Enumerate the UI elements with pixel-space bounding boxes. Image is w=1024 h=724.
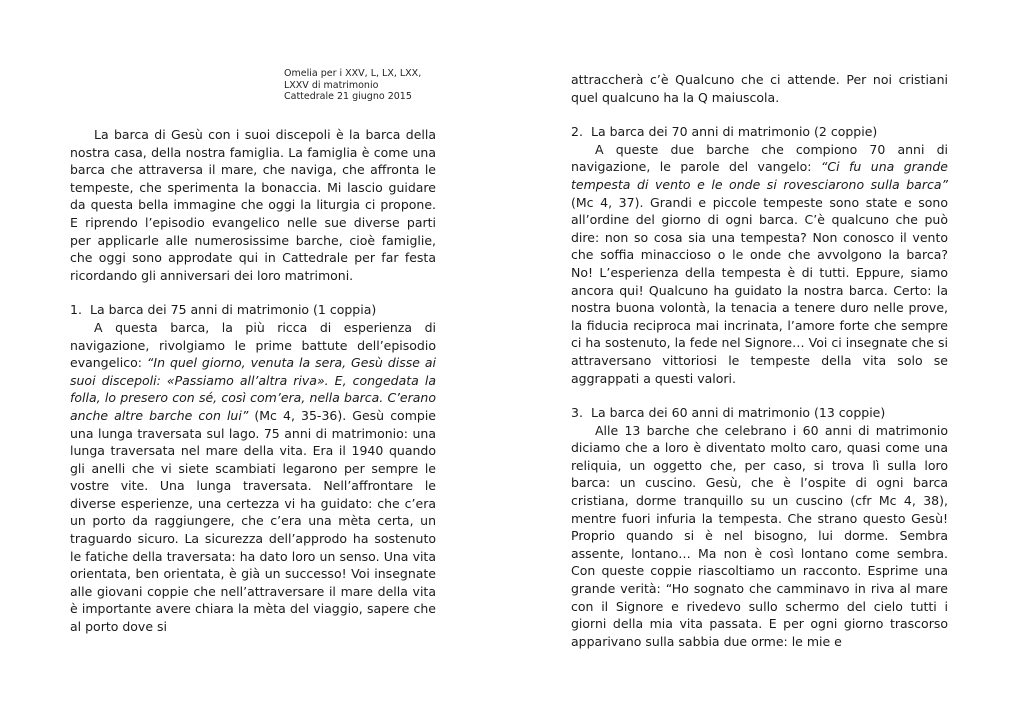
section-3-subtitle: (13 coppie): [814, 405, 886, 421]
homily-header: [284, 68, 484, 103]
section-1-title: La barca dei 75 anni di matrimonio: [90, 302, 310, 318]
continuation-paragraph: attraccherà c’è Qualcuno che ci attende. Per noi cristiani quel qualcuno ha la Q maiuscola.: [571, 72, 948, 105]
section-2-title: La barca dei 70 anni di matrimonio: [591, 124, 811, 140]
header-line-1: Omelia per i XXV, L, LX, LXX,: [284, 68, 422, 79]
header-line-2: LXXV di matrimonio: [284, 79, 379, 91]
section-2-heading: 2. La barca dei 70 anni di matrimonio (2 coppie): [571, 124, 878, 140]
section-2-subtitle: (2 coppie): [814, 124, 878, 140]
section-3-title: La barca dei 60 anni di matrimonio: [591, 405, 811, 421]
intro-paragraph: La barca di Gesù con i suoi discepoli è la barca della nostra casa, della nostra famiglia. La famiglia è come una barca che attraversa il mare, che naviga, che affronta le tempeste, che sperimenta la bonaccia. Mi lascio guidare da questa bella immagine che oggi la liturgia ci propone. E riprendo l’episodio evangelico nelle sue diverse parti per applicarle alle numerosissime barche, cioè famiglie, che oggi sono approdate qui in Cattedrale per far festa ricordando gli anniversari dei loro matrimoni.: [70, 127, 436, 283]
right-page: [512, 0, 1024, 724]
section-1-subtitle: (1 coppia): [313, 302, 377, 318]
section-3-paragraph: Alle 13 barche che celebrano i 60 anni di matrimonio diciamo che a loro è diventato molto caro, quasi come una reliquia, un oggetto che, per caso, si trova lì sulla loro barca: un cuscino. Gesù, che è l’ospite di ogni barca cristiana, dorme tranquillo su un cuscino (cfr Mc 4, 38), mentre fuori infuria la tempesta. Che strano questo Gesù! Proprio quando si è nel bisogno, lui dorme. Sembra assente, lontano… Ma non è così lontano come sembra. Con queste coppie riascoltiamo un racconto. Esprime una grande verità: “Ho sognato che camminavo in riva al mare con il Signore e rivedevo sullo schermo del cielo tutti i giorni della mia vita passata. E per ogni giorno trascorso apparivano sulla sabbia due orme: le mie e: [571, 422, 948, 649]
section-3-heading: 3. La barca dei 60 anni di matrimonio (13 coppie): [571, 405, 886, 421]
right-column: [571, 71, 948, 650]
section-2-gospel-quote: “Ci fu una grande tempesta di vento e le onde si rovesciarono sulla barca”: [571, 159, 948, 192]
header-line-3: Cattedrale 21 giugno 2015: [284, 91, 412, 102]
section-2-paragraph: A queste due barche che compiono 70 anni di navigazione, le parole del vangelo: “Ci fu una grande tempesta di vento e le onde si rovesciarono sulla barca” (Mc 4, 37). Grandi e piccole tempeste sono state e sono all’ordine del giorno di ogni barca. C’è qualcuno che può dire: non so cosa sia una tempesta? Non conosco il vento che soffia minaccioso o le onde che avvolgono la barca? No! L’esperienza della tempesta è di tutti. Eppure, siamo ancora qui! Qualcuno ha guidato la nostra barca. Certo: la nostra buona volontà, la tenacia a tenere duro nelle prove, la fiducia reciproca mai incrinata, l’amore forte che sempre ci ha sostenuto, la fede nel Signore… Voi ci insegnate che si attraversano vittoriosi le tempeste della vita solo se aggrappati a questi valori.: [571, 141, 948, 386]
section-1-gospel-quote: “In quel giorno, venuta la sera, Gesù disse ai suoi discepoli: «Passiamo all’altra riva». E, congedata la folla, lo presero con sé, così com’era, nella barca. C’erano anche altre barche con lui”: [70, 355, 436, 423]
section-1-paragraph: A questa barca, la più ricca di esperienza di navigazione, rivolgiamo le prime battute dell’episodio evangelico: “In quel giorno, venuta la sera, Gesù disse ai suoi discepoli: «Passiamo all’altra riva». E, congedata la folla, lo presero con sé, così com’era, nella barca. C’erano anche altre barche con lui” (Mc 4, 35-36). Gesù compie una lunga traversata sul lago. 75 anni di matrimonio: una lunga traversata nel mare della vita. Era il 1940 quando gli anelli che vi siete scambiati legarono per sempre le vostre vite. Una lunga traversata. Nell’affrontare le diverse esperienze, una certezza vi ha guidato: che c’era un porto da raggiungere, che c’era una mèta certa, un traguardo sicuro. La sicurezza dell’approdo ha sostenuto le fatiche della traversata: ha dato loro un senso. Una vita orientata, ben orientata, è già un successo! Voi insegnate alle giovani coppie che nell’attraversare il mare della vita è importante avere chiara la mèta del viaggio, sapere che al porto dove si: [70, 319, 436, 635]
section-1-heading: 1. La barca dei 75 anni di matrimonio (1 coppia): [70, 302, 377, 318]
left-column: [70, 126, 436, 636]
